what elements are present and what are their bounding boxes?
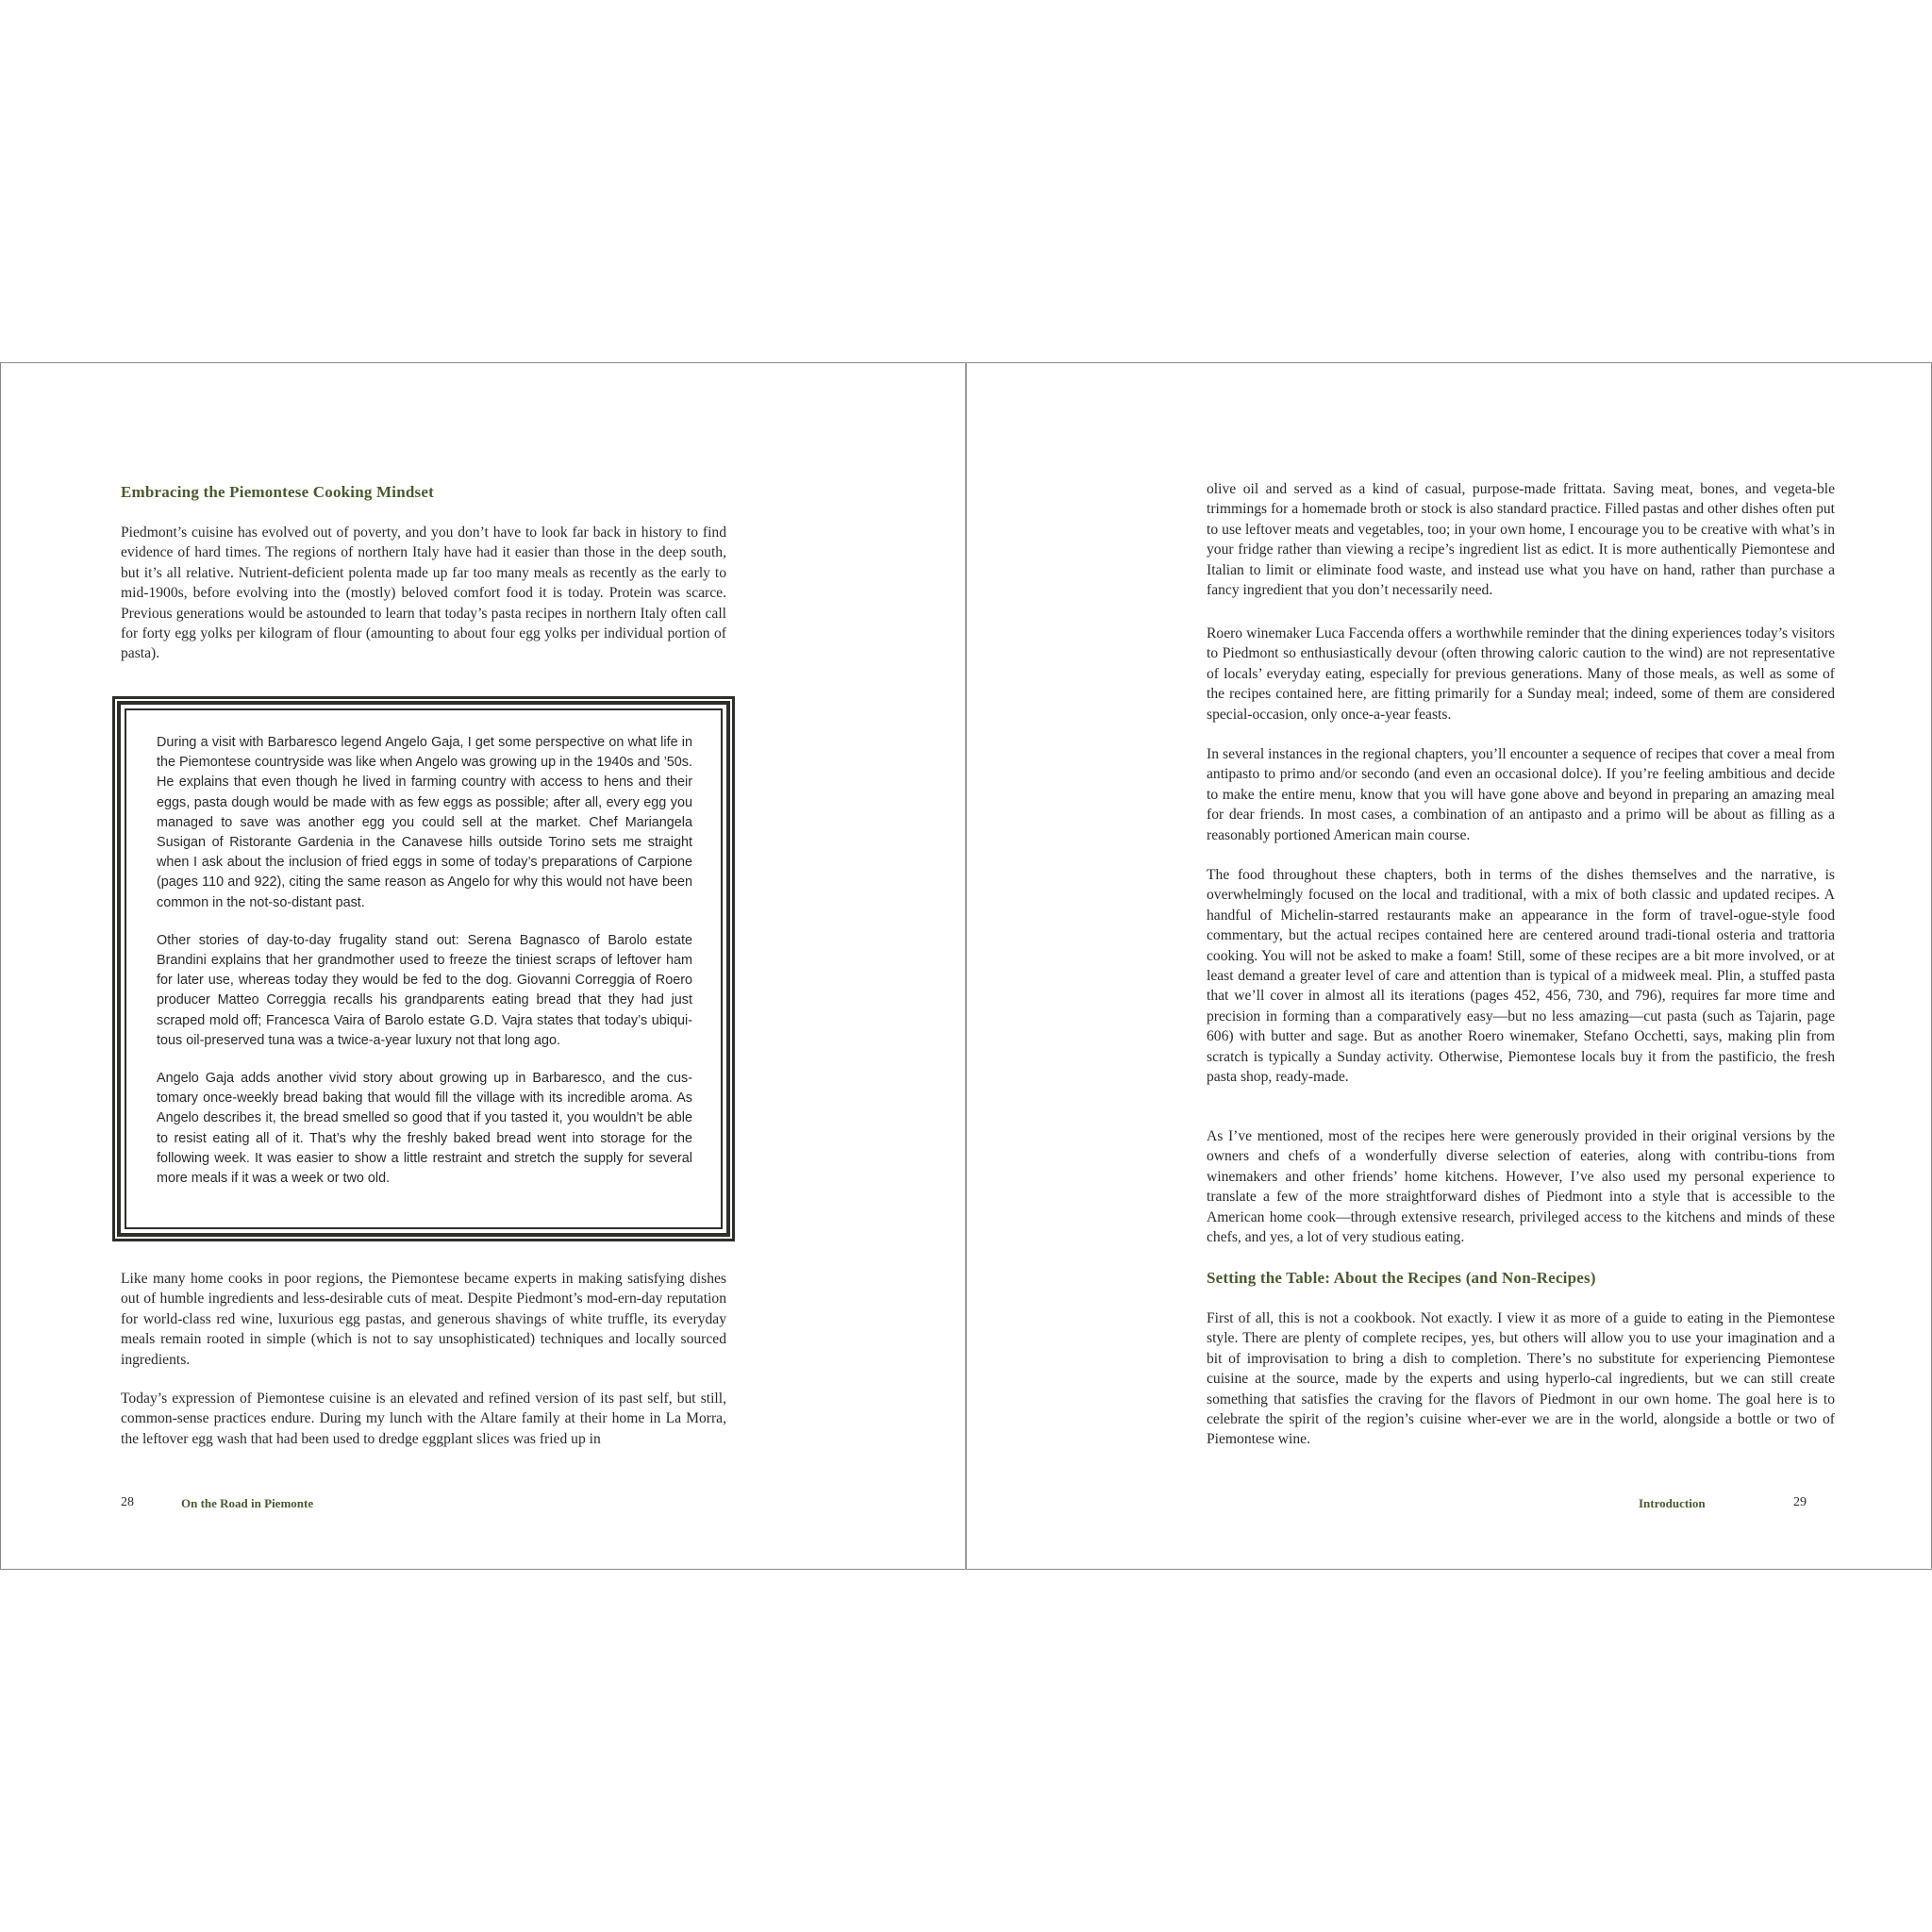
section-heading: Setting the Table: About the Recipes (and Non-Recipes) [1207, 1269, 1596, 1287]
body-paragraph: olive oil and served as a kind of casual, purpose-made frittata. Saving meat, bones, and vegeta-ble trimmings for a homemade broth or stock is also standard practice. Filled pastas and other dishes often put to use leftover meats and vegetables, too; in your own home, I encourage you to be creative with what’s in your fridge rather than viewing a recipe’s ingredient list as edict. It is more authentically Piemontese and Italian to limit or eliminate food waste, and instead use what you have on hand, rather than purchase a fancy ingredient that you don’t necessarily need. [1207, 481, 1835, 599]
body-paragraph: In several instances in the regional chapters, you’ll encounter a sequence of recipes that cover a meal from antipasto to primo and/or secondo (and even an occasional dolce). If you’re feeling ambitious and decide to make the entire menu, know that you will have gone above and beyond in preparing an amazing meal for dear friends. In most cases, a combination of an antipasto and a primo will be about as filling as a reasonably portioned American main course. [1207, 746, 1835, 843]
body-paragraph: Like many home cooks in poor regions, the Piemontese became experts in making satisfying dishes out of humble ingredients and less-desirable cuts of meat. Despite Piedmont’s mod-ern-day reputation for world-class red wine, luxurious egg pastas, and generous shavings of white truffle, its everyday meals remain rooted in simple (which is not to say unsophisticated) techniques and locally sourced ingredients. [121, 1271, 726, 1368]
section-heading: Embracing the Piemontese Cooking Mindset [121, 483, 434, 501]
body-paragraph: Today’s expression of Piemontese cuisine is an elevated and refined version of its past self, but still, common-sense practices endure. During my lunch with the Altare family at their home in La Morra, the leftover egg wash that had been used to dredge eggplant slices was fried up in [121, 1391, 726, 1447]
left-page [0, 362, 965, 1570]
body-paragraph: The food throughout these chapters, both in terms of the dishes themselves and the narrative, is overwhelmingly focused on the local and traditional, with a mix of both classic and updated recipes. A handful of Michelin-starred restaurants make an appearance in the form of travel-ogue-style food commentary, but the actual recipes contained here are centered around tradi-tional osteria and trattoria cooking. You will not be asked to make a foam! Still, some of these recipes are a bit more involved, or at least demand a greater level of care and attention than is typical of a midweek meal. Plin, a stuffed pasta that we’ll cover in almost all its iterations (pages 452, 456, 730, and 796), requires far more time and precision in forming than a comparatively easy—but no less amazing—cut pasta (such as Tajarin, page 606) with butter and sage. But as another Roero winemaker, Stefano Occhetti, says, making plin from scratch is typically a Sunday activity. Otherwise, Piemontese locals buy it from the pastificio, the fresh pasta shop, ready-made. [1207, 867, 1835, 1086]
page-number: 29 [1793, 1495, 1807, 1509]
sidebar-paragraph: Angelo Gaja adds another vivid story about growing up in Barbaresco, and the cus-tomary once-weekly bread baking that would fill the village with its incredible aroma. As Angelo describes it, the bread smelled so good that if you tasted it, you wouldn’t be able to resist eating all of it. That’s why the freshly baked bread went into storage for the following week. It was easier to show a little restraint and stretch the supply for several more meals if it was a week or two old. [157, 1071, 692, 1187]
sidebar-paragraph: During a visit with Barbaresco legend Angelo Gaja, I get some perspective on what life in the Piemontese countryside was like when Angelo was growing up in the 1940s and ’50s. He explains that even though he lived in farming country with access to hens and their eggs, pasta dough would be made with as few eggs as possible; after all, every egg you managed to save was another egg you could sell at the market. Chef Mariangela Susigan of Ristorante Gardenia in the Canavese hills outside Torino sets me straight when I ask about the inclusion of fried eggs in some of today’s preparations of Carpione (pages 110 and 922), citing the same reason as Angelo for why this would not have been common in the not-so-distant past. [157, 735, 692, 910]
page-number: 28 [121, 1495, 134, 1509]
sidebar-box [117, 701, 730, 1237]
body-paragraph: Piedmont’s cuisine has evolved out of poverty, and you don’t have to look far back in history to find evidence of hard times. The regions of northern Italy have had it easier than those in the deep south, but it’s all relative. Nutrient-deficient polenta made up far too many meals as recently as the early to mid-1900s, before evolving into the (mostly) beloved comfort food it is today. Protein was scarce. Previous generations would be astounded to learn that today’s pasta recipes in northern Italy often call for forty egg yolks per kilogram of flour (amounting to about four egg yolks per individual portion of pasta). [121, 525, 726, 662]
running-head: Introduction [1639, 1496, 1706, 1510]
body-paragraph: Roero winemaker Luca Faccenda offers a worthwhile reminder that the dining experiences today’s visitors to Piedmont so enthusiastically devour (often throwing caloric caution to the wind) are not representative of locals’ everyday eating, especially for previous generations. Many of those meals, as well as some of the recipes contained here, are fitting primarily for a Sunday meal; indeed, some of them are considered special-occasion, only once-a-year feasts. [1207, 625, 1835, 723]
body-paragraph: As I’ve mentioned, most of the recipes here were generously provided in their original versions by the owners and chefs of a wonderfully diverse selection of eateries, along with contribu-tions from winemakers and other friends’ home kitchens. However, I’ve also used my personal experience to translate a few of the more straightforward dishes of Piedmont into a style that is accessible to the American home cook—through extensive research, privileged access to the kitchens and minds of these chefs, and yes, a lot of very studious eating. [1207, 1128, 1835, 1246]
body-paragraph: First of all, this is not a cookbook. Not exactly. I view it as more of a guide to eating in the Piemontese style. There are plenty of complete recipes, yes, but others will allow you to use your imagination and a bit of improvisation to bring a dish to completion. There’s no substitute for experiencing Piemontese cuisine at the source, made by the experts and using hyperlo-cal ingredients, but we can still create something that satisfies the craving for the flavors of Piedmont in our own home. The goal here is to celebrate the spirit of the region’s cuisine wher-ever we are in the world, alongside a bottle or two of Piemontese wine. [1207, 1310, 1835, 1448]
running-head: On the Road in Piemonte [181, 1496, 314, 1510]
right-page [967, 362, 1931, 1570]
sidebar-paragraph: Other stories of day-to-day frugality stand out: Serena Bagnasco of Barolo estate Brandini explains that her grandmother used to freeze the tiniest scraps of leftover ham for later use, whereas today they would be fed to the dog. Giovanni Correggia of Roero producer Matteo Correggia recalls his grandparents eating bread that they had just scraped mold off; Francesca Vaira of Barolo estate G.D. Vajra states that today’s ubiqui-tous oil-preserved tuna was a twice-a-year luxury not that long ago. [157, 932, 692, 1048]
